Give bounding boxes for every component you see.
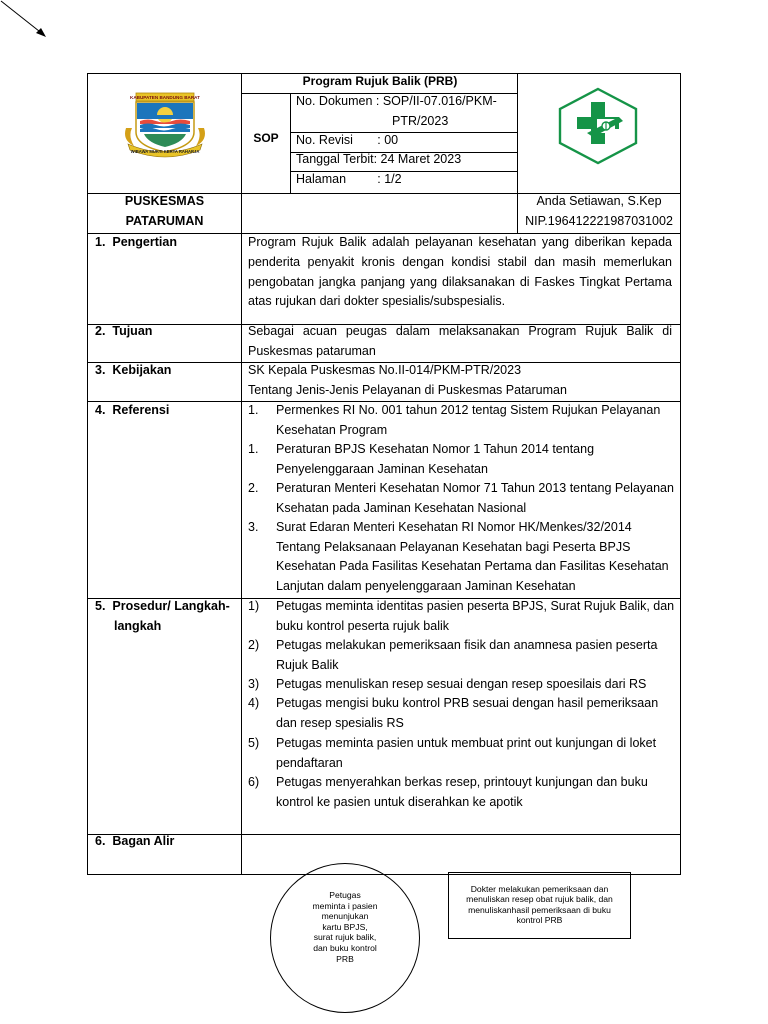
referensi-list (248, 401, 676, 597)
puskesmas-logo (557, 87, 639, 165)
page-number: Halaman : 1/2 (296, 172, 402, 186)
section-label-kebijakan: 3. Kebijakan (95, 363, 172, 377)
svg-text:KABUPATEN BANDUNG BARAT: KABUPATEN BANDUNG BARAT (130, 95, 200, 100)
tujuan-text: Sebagai acuan peugas dalam melaksanakan Program Rujuk Balik di Puskesmas pataruman (248, 324, 672, 358)
sop-label: SOP (253, 131, 279, 145)
signer-nip: NIP.196412221987031002 (525, 213, 673, 228)
corner-arrow-icon (0, 0, 60, 50)
revision-number: No. Revisi : 00 (296, 133, 399, 147)
list-item: 3) Petugas menuliskan resep sesuai dengan resep spoesilais dari RS (248, 677, 647, 691)
flow-start-circle: Petugas meminta i pasien menunjukan kartu BPJS, surat rujuk balik, dan buku kontrol PRB (270, 863, 420, 1013)
sop-title: Program Rujuk Balik (PRB) (302, 74, 458, 88)
section-label-referensi: 4. Referensi (95, 403, 170, 417)
list-item: 3. Surat Edaran Menteri Kesehatan RI Nomor HK/Menkes/32/2014 Tentang Pelaksanaan Pelayanan Kesehatan bagi Peserta BPJS Kesehatan Pada Fasilitas Kesehatan Pertama dan Fasilitas Kesehatan Lanjutan dalam penyelenggaraan Jaminan Kesehatan (248, 520, 669, 593)
list-item: 2. Peraturan Menteri Kesehatan Nomor 71 Tahun 2013 tentang Pelayanan Ksehatan pada Jaminan Kesehatan Nasional (248, 481, 674, 515)
organization-name: PUSKESMAS PATARUMAN (124, 194, 205, 228)
flow-doctor-box: Dokter melakukan pemeriksaan dan menuliskan resep obat rujuk balik, dan menuliskanhasil pemeriksaan di buku kontrol PRB (448, 872, 631, 939)
list-item: 4) Petugas mengisi buku kontrol PRB sesuai dengan hasil pemeriksaan dan resep spesialis RS (248, 696, 659, 730)
signer-block (518, 192, 680, 231)
list-item: 2) Petugas melakukan pemeriksaan fisik dan anamnesa pasien peserta Rujuk Balik (248, 638, 658, 672)
list-item: 1. Peraturan BPJS Kesehatan Nomor 1 Tahun 2014 tentang Penyelenggaraan Jaminan Kesehatan (248, 442, 595, 476)
svg-text:WIBAWA MUKTI KERTA RAHARJA: WIBAWA MUKTI KERTA RAHARJA (130, 149, 200, 154)
section-label-pengertian: 1. Pengertian (95, 235, 177, 249)
signer-name: Anda Setiawan, S.Kep (536, 194, 662, 208)
section-label-bagan-alir: 6. Bagan Alir (95, 834, 175, 848)
list-item: 5) Petugas meminta pasien untuk membuat print out kunjungan di loket pendaftaran (248, 736, 657, 770)
kebijakan-text: SK Kepala Puskesmas No.II-014/PKM-PTR/2023 Tentang Jenis-Jenis Pelayanan di Puskesmas Pataruman (248, 363, 567, 397)
issue-date: Tanggal Terbit: 24 Maret 2023 (296, 152, 462, 166)
list-item: 1) Petugas meminta identitas pasien peserta BPJS, Surat Rujuk Balik, dan buku kontrol peserta rujuk balik (248, 599, 675, 633)
list-item: 1. Permenkes RI No. 001 tahun 2012 tentag Sistem Rujukan Pelayanan Kesehatan Program (248, 403, 661, 437)
prosedur-list (248, 597, 676, 817)
list-item: 6) Petugas menyerahkan berkas resep, printouyt kunjungan dan buku kontrol ke pasien untuk diserahkan ke apotik (248, 775, 648, 809)
document-number: No. Dokumen : SOP/II-07.016/PKM- PTR/2023 (296, 94, 497, 128)
kabupaten-emblem-logo (118, 88, 212, 158)
section-label-tujuan: 2. Tujuan (95, 324, 153, 338)
section-label-prosedur: 5. Prosedur/ Langkah- langkah (95, 599, 230, 633)
pengertian-text: Program Rujuk Balik adalah pelayanan kesehatan yang diberikan kepada penderita penyakit kronis dengan kondisi stabil dan masih memerlukan pengobatan jangka panjang yang dilaksanakan di Faskes Tingkat Pertama atas rujukan dari dokter spesialis/subspesialis. (248, 235, 672, 309)
